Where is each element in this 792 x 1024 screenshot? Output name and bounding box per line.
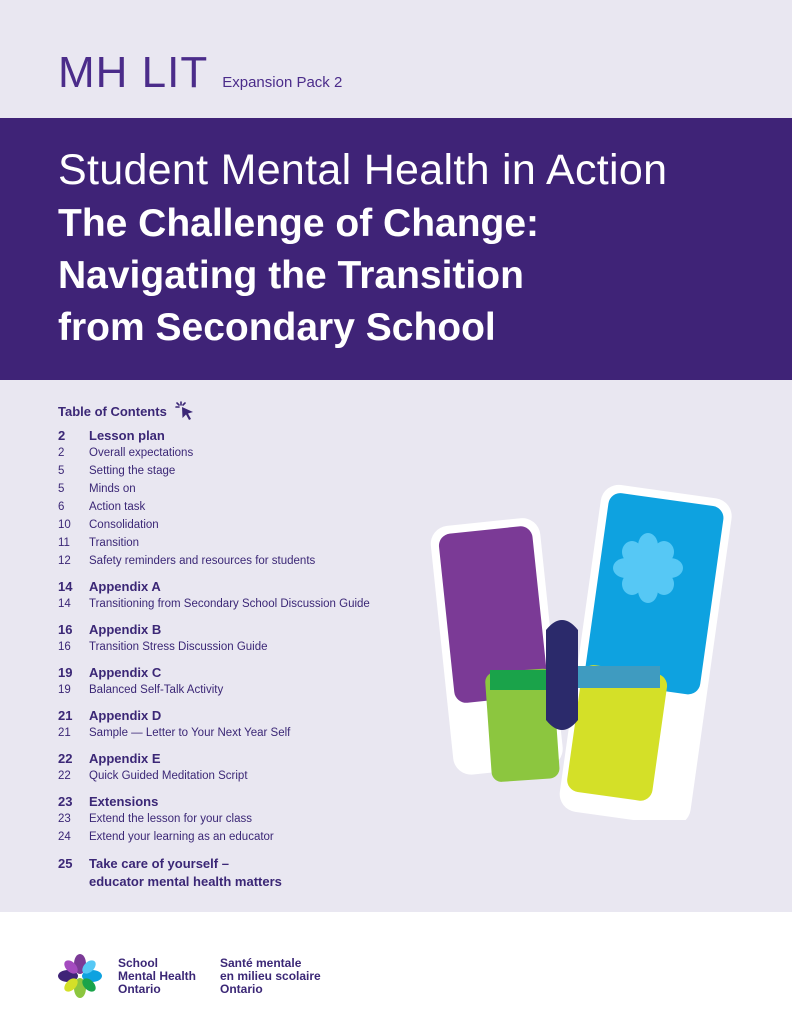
toc-subentry[interactable] <box>58 483 458 501</box>
toc-entry[interactable] <box>58 622 458 641</box>
page-number: 24 <box>58 831 71 843</box>
header <box>58 48 342 98</box>
footer <box>0 912 792 1024</box>
entry-label: Transition <box>89 537 140 549</box>
toc-subentry[interactable] <box>58 447 458 465</box>
page-number: 5 <box>58 483 65 495</box>
page-number: 16 <box>58 641 71 653</box>
entry-label: Transition Stress Discussion Guide <box>89 641 268 653</box>
navy-connector <box>546 620 578 730</box>
entry-label: Balanced Self-Talk Activity <box>89 684 224 696</box>
entry-label: Overall expectations <box>89 447 194 459</box>
teal-overlap <box>576 666 660 688</box>
toc-section <box>58 708 458 745</box>
page-number: 11 <box>58 537 70 549</box>
smho-logo-icon <box>56 952 104 1000</box>
page-number: 14 <box>58 579 73 594</box>
page-number: 6 <box>58 501 65 513</box>
toc-subentry[interactable] <box>58 519 458 537</box>
toc-subentry[interactable] <box>58 831 458 849</box>
toc-entry[interactable] <box>58 579 458 598</box>
org-name-line: School <box>118 956 159 970</box>
page-number: 25 <box>58 856 73 871</box>
entry-label: Extend your learning as an educator <box>89 831 274 843</box>
entry-label: Sample — Letter to Your Next Year Self <box>89 727 291 739</box>
page-number: 21 <box>58 727 71 739</box>
entry-label: Transitioning from Secondary School Discussion Guide <box>89 598 370 610</box>
page-number: 22 <box>58 751 73 766</box>
toc-section <box>58 855 458 891</box>
page-number: 16 <box>58 622 73 637</box>
page-number: 14 <box>58 598 71 610</box>
toc-section <box>58 428 458 573</box>
entry-label: Action task <box>89 501 146 513</box>
brand-subtitle: Expansion Pack 2 <box>222 74 343 91</box>
title-banner <box>0 118 792 380</box>
butterfly-illustration <box>426 480 736 820</box>
toc-subentry[interactable] <box>58 684 458 702</box>
entry-label: Quick Guided Meditation Script <box>89 770 248 782</box>
toc-subentry[interactable] <box>58 465 458 483</box>
org-name-line: Santé mentale <box>220 956 302 970</box>
entry-label: Minds on <box>89 483 136 495</box>
title-line: from Secondary School <box>58 306 496 349</box>
entry-title: Lesson plan <box>89 428 165 443</box>
entry-title: Appendix D <box>89 708 162 723</box>
page-number: 19 <box>58 684 71 696</box>
toc-subentry[interactable] <box>58 727 458 745</box>
org-name-line: en milieu scolaire <box>220 969 321 983</box>
page-number: 10 <box>58 519 71 531</box>
document-subtitle: Student Mental Health in Action <box>58 146 668 194</box>
org-name-line: Ontario <box>118 982 161 996</box>
toc-subentry[interactable] <box>58 641 458 659</box>
entry-title: Appendix C <box>89 665 162 680</box>
toc-subentry[interactable] <box>58 537 458 555</box>
toc-entry[interactable] <box>58 751 458 770</box>
toc-entry[interactable] <box>58 428 458 447</box>
toc-entry[interactable] <box>58 665 458 684</box>
page-number: 21 <box>58 708 73 723</box>
page-number: 23 <box>58 813 71 825</box>
page-number: 23 <box>58 794 73 809</box>
toc-section <box>58 751 458 788</box>
toc-entry[interactable] <box>58 708 458 727</box>
page-number: 2 <box>58 447 65 459</box>
toc-section <box>58 665 458 702</box>
page-number: 12 <box>58 555 71 567</box>
entry-title: Extensions <box>89 794 159 809</box>
title-line: The Challenge of Change: <box>58 202 540 245</box>
entry-label: Consolidation <box>89 519 159 531</box>
green-overlap <box>490 670 554 690</box>
org-name-line: Mental Health <box>118 969 197 983</box>
entry-title <box>89 855 282 891</box>
toc-entry[interactable] <box>58 794 458 813</box>
brand-title: MH LIT <box>58 48 209 97</box>
toc-subentry[interactable] <box>58 598 458 616</box>
toc-heading <box>58 400 458 422</box>
toc-subentry[interactable] <box>58 555 458 573</box>
entry-title-line: educator mental health matters <box>89 874 282 889</box>
toc-subentry[interactable] <box>58 813 458 831</box>
page-number: 2 <box>58 428 66 443</box>
entry-label: Extend the lesson for your class <box>89 813 252 825</box>
title-line: Navigating the Transition <box>58 254 524 297</box>
entry-title: Appendix E <box>89 751 161 766</box>
cursor-click-icon <box>175 400 197 422</box>
org-name-line: Ontario <box>220 982 263 996</box>
toc-subentry[interactable] <box>58 501 458 519</box>
entry-title: Appendix B <box>89 622 162 637</box>
toc-heading-label: Table of Contents <box>58 403 167 419</box>
toc-entry[interactable] <box>58 855 458 891</box>
entry-label: Setting the stage <box>89 465 176 477</box>
entry-title-line: Take care of yourself – <box>89 856 229 871</box>
toc-subentry[interactable] <box>58 770 458 788</box>
page-number: 19 <box>58 665 73 680</box>
entry-label: Safety reminders and resources for students <box>89 555 316 567</box>
table-of-contents <box>58 400 458 891</box>
toc-section <box>58 794 458 849</box>
entry-title: Appendix A <box>89 579 161 594</box>
page-number: 5 <box>58 465 65 477</box>
org-name-french <box>220 957 321 996</box>
org-name-english <box>118 957 196 996</box>
document-title <box>58 198 758 354</box>
toc-section <box>58 622 458 659</box>
toc-section <box>58 579 458 616</box>
page-number: 22 <box>58 770 71 782</box>
